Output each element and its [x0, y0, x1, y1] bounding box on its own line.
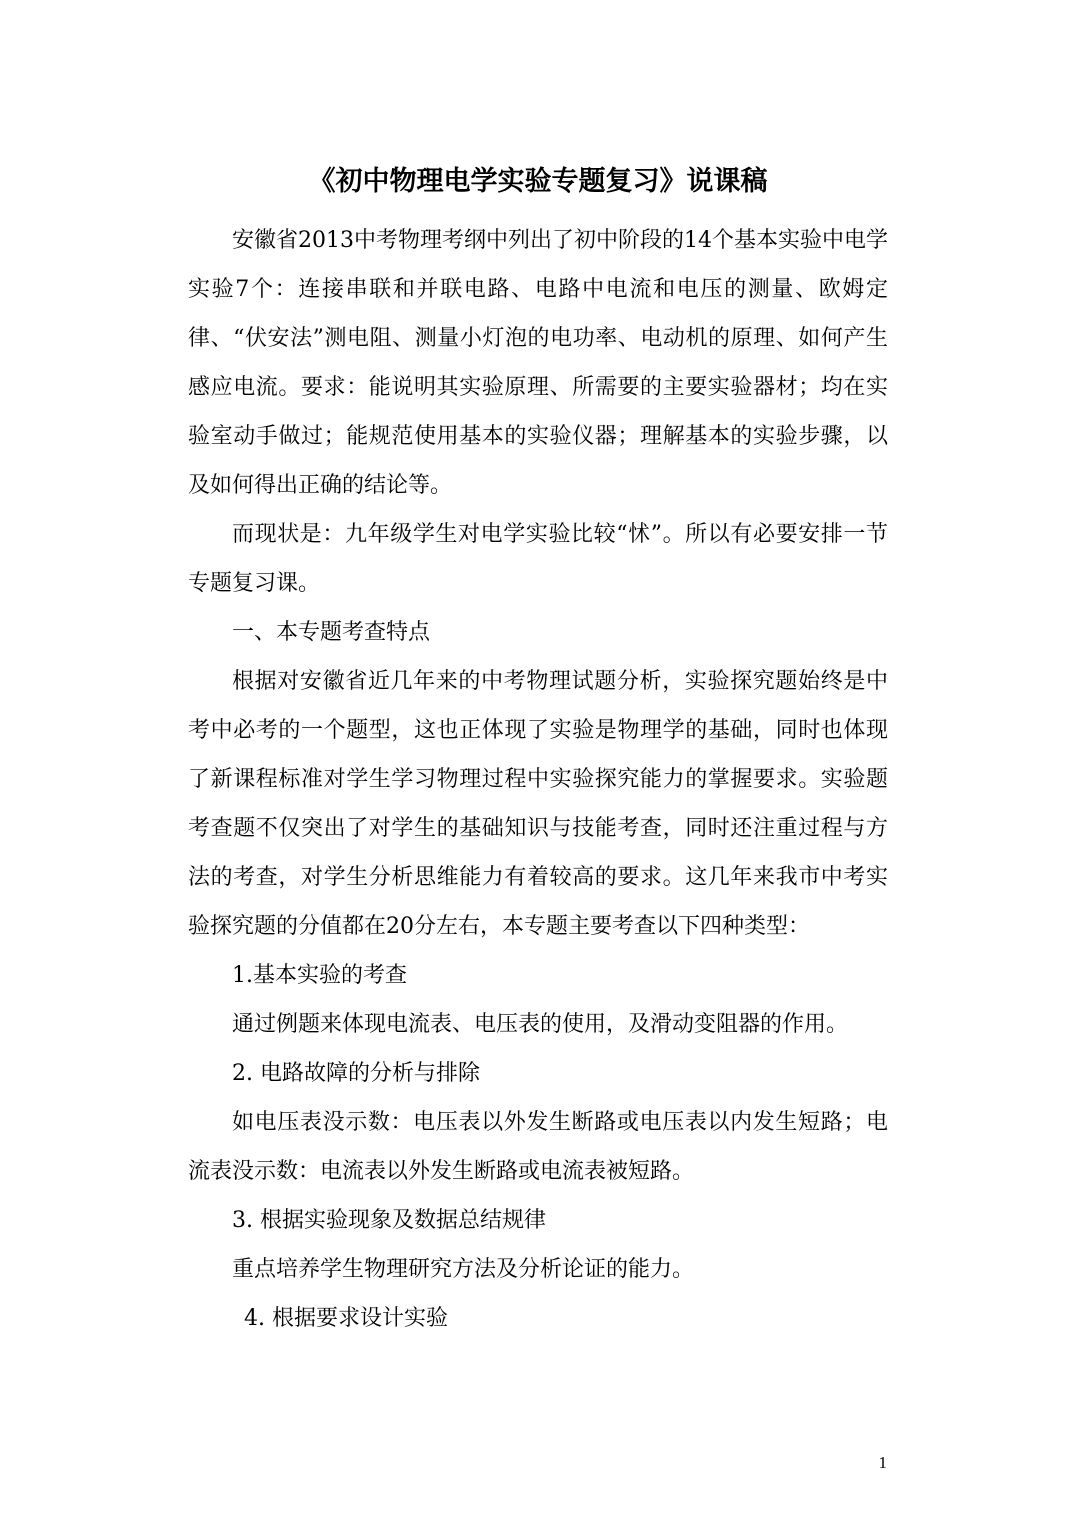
list-item-1-text: 通过例题来体现电流表、电压表的使用，及滑动变阻器的作用。 — [232, 1012, 849, 1037]
paragraph-intro: 安徽省2013中考物理考纲中列出了初中阶段的14个基本实验中电学实验7个：连接串联和并联电路、电路中电流和电压的测量、欧姆定律、“伏安法”测电阻、测量小灯泡的电功率、电动机的原理、如何产生感应电流。要求：能说明其实验原理、所需要的主要实验器材；均在实验室动手做过；能规范使用基本的实验仪器；理解基本的实验步骤，以及如何得出正确的结论等。 — [188, 228, 888, 498]
list-item-3-heading: 3. 根据实验现象及数据总结规律 — [232, 1208, 546, 1233]
paragraph-analysis: 根据对安徽省近几年来的中考物理试题分析，实验探究题始终是中考中必考的一个题型，这也正体现了实验是物理学的基础，同时也体现了新课程标准对学生学习物理过程中实验探究能力的掌握要求。实验题考查题不仅突出了对学生的基础知识与技能考查，同时还注重过程与方法的考查，对学生分析思维能力有着较高的要求。这几年来我市中考实验探究题的分值都在20分左右，本专题主要考查以下四种类型： — [188, 669, 888, 939]
list-item-2-heading: 2. 电路故障的分析与排除 — [232, 1061, 480, 1086]
list-item-4-heading: 4. 根据要求设计实验 — [244, 1306, 448, 1331]
page-number: 1 — [878, 1453, 887, 1472]
list-item-2-text: 如电压表没示数：电压表以外发生断路或电压表以内发生短路；电流表没示数：电流表以外发生断路或电流表被短路。 — [188, 1110, 888, 1184]
paragraph-status: 而现状是：九年级学生对电学实验比较“怵”。所以有必要安排一节专题复习课。 — [188, 522, 888, 596]
document-title: 《初中物理电学实验专题复习》说课稿 — [308, 166, 768, 197]
list-item-3-text: 重点培养学生物理研究方法及分析论证的能力。 — [232, 1257, 695, 1282]
section-heading-1: 一、本专题考查特点 — [232, 620, 431, 645]
list-item-1-heading: 1.基本实验的考查 — [232, 963, 407, 988]
document-body — [188, 216, 888, 1343]
